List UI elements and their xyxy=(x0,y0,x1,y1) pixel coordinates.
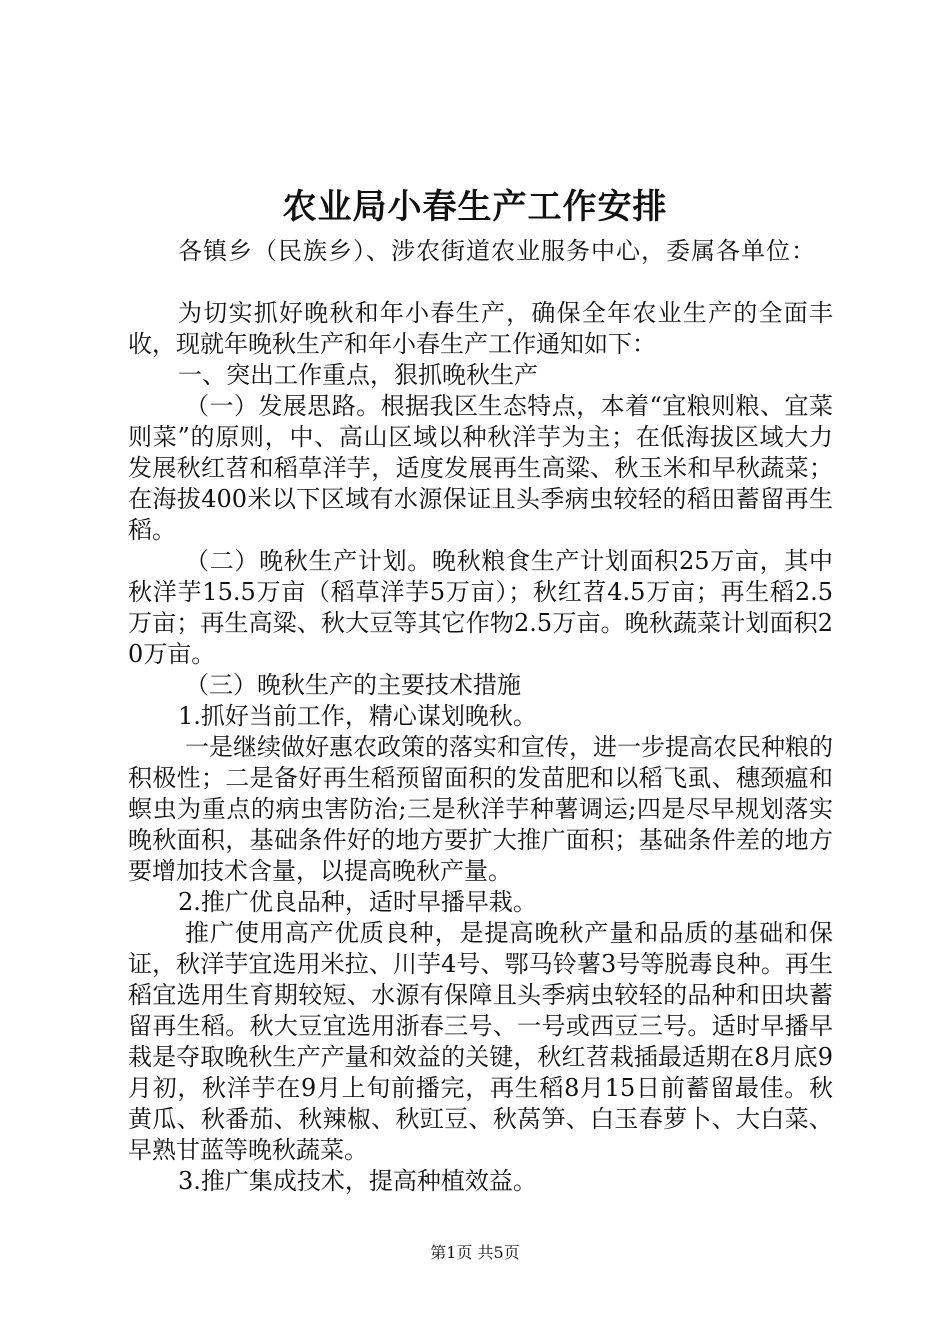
paragraph-development: （一）发展思路。根据我区生态特点，本着“宜粮则粮、宜菜则菜”的原则，中、高山区域以种秋洋芋为主；在低海拔区域大力发展秋红苕和稻草洋芋，适度发展再生高粱、秋玉米和早秋蔬菜；在海拔400米以下区域有水源保证且头季病虫较轻的稻田蓄留再生稻。 xyxy=(128,392,833,544)
document-title: 农业局小春生产工作安排 xyxy=(282,187,668,227)
item-heading-1: 1.抓好当前工作，精心谋划晚秋。 xyxy=(178,702,537,730)
item-heading-2: 2.推广优良品种，适时早播早栽。 xyxy=(178,888,537,916)
paragraph-plan: （二）晚秋生产计划。晚秋粮食生产计划面积25万亩，其中秋洋芋15.5万亩（稻草洋芋5万亩）；秋红苕4.5万亩；再生稻2.5万亩；再生高粱、秋大豆等其它作物2.5万亩。晚秋蔬菜计划面积20万亩。 xyxy=(128,547,833,668)
paragraph-intro: 为切实抓好晚秋和年小春生产，确保全年农业生产的全面丰收，现就年晚秋生产和年小春生产工作通知如下： xyxy=(128,299,833,358)
subheading-measures: （三）晚秋生产的主要技术措施 xyxy=(185,671,521,699)
item-heading-3: 3.推广集成技术，提高种植效益。 xyxy=(178,1167,537,1195)
document-body xyxy=(128,236,833,1197)
paragraph-varieties: 推广使用高产优质良种，是提高晚秋产量和品质的基础和保证，秋洋芋宜选用米拉、川芋4号、鄂马铃薯3号等脱毒良种。再生稻宜选用生育期较短、水源有保障且头季病虫较轻的品种和田块蓄留再生稻。秋大豆宜选用浙春三号、一号或西豆三号。适时早播早栽是夺取晚秋生产产量和效益的关键，秋红苕栽插最适期在8月底9月初，秋洋芋在9月上旬前播完，再生稻8月15日前蓄留最佳。秋黄瓜、秋番茄、秋辣椒、秋豇豆、秋莴笋、白玉春萝卜、大白菜、早熟甘蓝等晚秋蔬菜。 xyxy=(128,919,833,1164)
page-footer: 第1页 共5页 xyxy=(430,1243,520,1262)
greeting: 各镇乡（民族乡）、涉农街道农业服务中心，委属各单位： xyxy=(178,237,816,265)
paragraph-current-work: 一是继续做好惠农政策的落实和宣传，进一步提高农民种粮的积极性；二是备好再生稻预留面积的发苗肥和以稻飞虱、穗颈瘟和螟虫为重点的病虫害防治;三是秋洋芋种薯调运;四是尽早规划落实晚秋面积，基础条件好的地方要扩大推广面积；基础条件差的地方要增加技术含量，以提高晚秋产量。 xyxy=(128,733,833,885)
section-heading-1: 一、突出工作重点，狠抓晚秋生产 xyxy=(178,361,538,389)
